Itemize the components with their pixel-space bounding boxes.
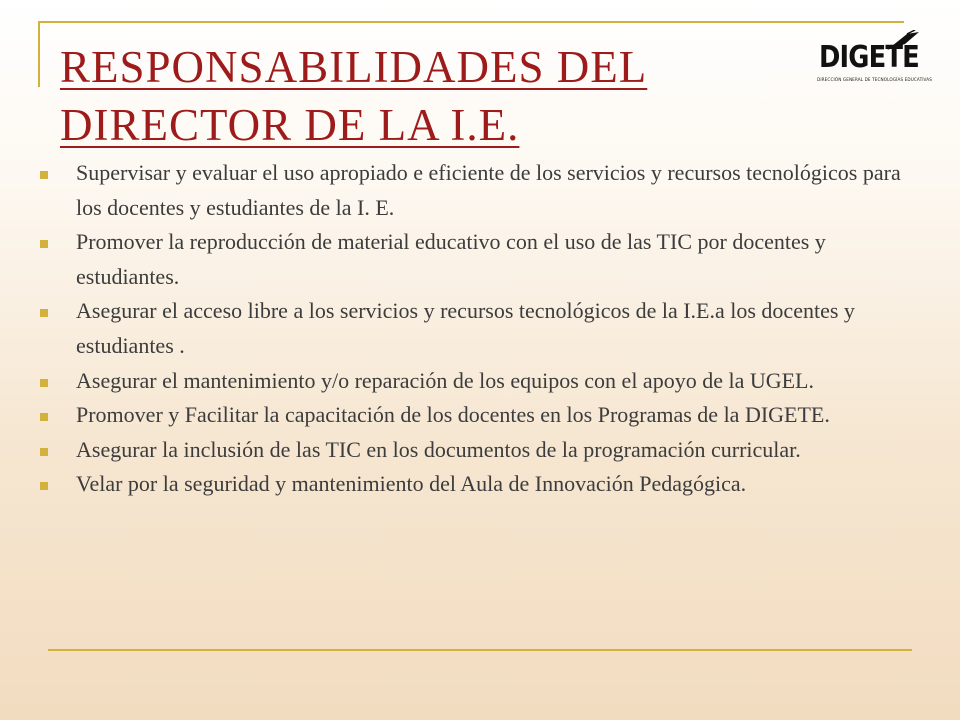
bullet-text: Promover la reproducción de material educativo con el uso de las TIC por docentes y estudiantes. [76,229,826,289]
bullet-square-icon [40,413,48,421]
bullet-item [36,398,908,433]
bullet-item [36,433,908,468]
bullet-text: Supervisar y evaluar el uso apropiado e eficiente de los servicios y recursos tecnológicos para los docentes y estudiantes de la I. E. [76,160,901,220]
frame-bottom-line [48,649,912,651]
bullet-square-icon [40,309,48,317]
bullet-item [36,156,908,225]
bullet-square-icon [40,171,48,179]
frame-top-line [38,21,904,23]
bullet-text: Asegurar la inclusión de las TIC en los documentos de la programación curricular. [76,436,801,462]
bullet-text: Asegurar el mantenimiento y/o reparación de los equipos con el apoyo de la UGEL. [76,367,814,393]
bullet-square-icon [40,448,48,456]
bullet-text: Velar por la seguridad y mantenimiento del Aula de Innovación Pedagógica. [76,471,747,497]
bullet-item [36,294,908,363]
bullet-text: Asegurar el acceso libre a los servicios y recursos tecnológicos de la I.E.a los docentes y estudiantes . [76,298,855,358]
bullet-item [36,467,908,502]
logo-tagline: DIRECCIÓN GENERAL DE TECNOLOGÍAS EDUCATIVAS [817,77,932,82]
bullet-text: Promover y Facilitar la capacitación de los docentes en los Programas de la DIGETE. [76,402,830,428]
slide-title: RESPONSABILIDADES DEL DIRECTOR DE LA I.E. [60,42,648,150]
bullet-item [36,364,908,399]
bullet-square-icon [40,240,48,248]
bullet-square-icon [40,482,48,490]
frame-left-line [38,21,40,87]
bullet-square-icon [40,379,48,387]
logo-wordmark: DIGETE [819,40,919,75]
digete-logo [815,30,932,88]
bullet-item [36,225,908,294]
bullet-list [36,156,908,502]
